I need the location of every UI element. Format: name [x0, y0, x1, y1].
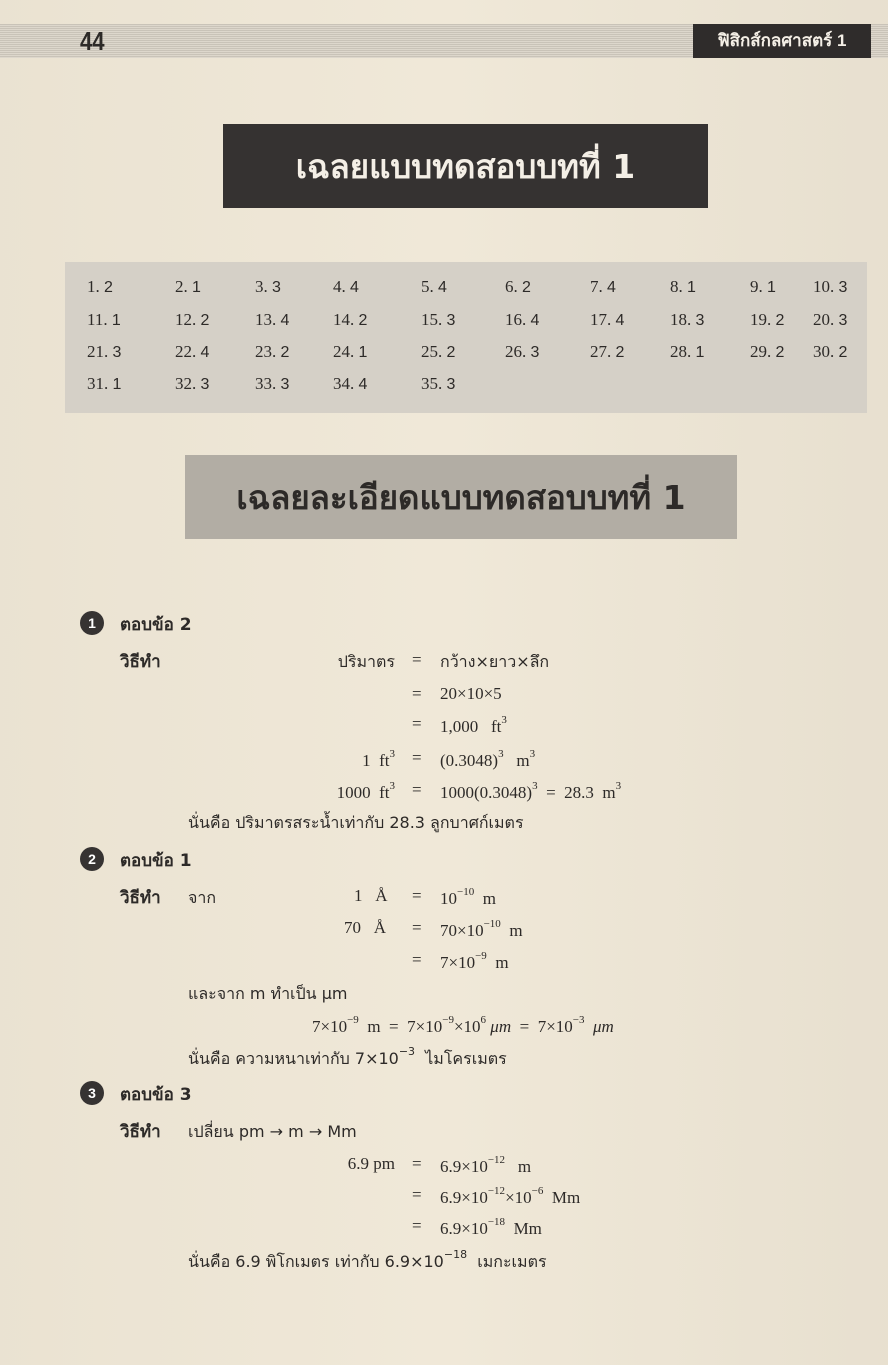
method-label: วิธีทำ	[120, 888, 161, 908]
answer-item	[813, 342, 847, 362]
question-number: 27.	[590, 342, 612, 361]
answer-item	[670, 310, 704, 330]
answer-choice: 2	[280, 344, 290, 361]
answer-choice: 1	[695, 344, 705, 361]
answer-choice: 4	[200, 344, 210, 361]
equals-sign: =	[412, 684, 422, 703]
conclusion-text: นั่นคือ ความหนาเท่ากับ $7\times 10^{-3}$ ไมโครเมตร	[188, 1045, 507, 1068]
answer-choice: 2	[522, 279, 531, 296]
answer-item	[255, 277, 281, 297]
question-number: 35.	[421, 374, 443, 393]
answer-item	[670, 277, 696, 297]
solutions-title-text: เฉลยละเอียดแบบทดสอบบทที่ 1	[236, 477, 686, 517]
question-number: 10.	[813, 277, 835, 296]
answer-label: ตอบข้อ 2	[120, 615, 192, 635]
method-label: วิธีทำ	[120, 1122, 161, 1142]
answer-choice: 1	[112, 376, 122, 393]
answer-item	[750, 342, 784, 362]
question-number: 3.	[255, 277, 268, 296]
equation-rhs: $(0.3048)^3$ $m^3$	[440, 748, 536, 770]
answer-key-title	[223, 124, 708, 208]
answer-choice: 4	[438, 279, 447, 296]
answer-choice: 3	[695, 312, 705, 329]
answer-item	[175, 310, 209, 330]
answer-item	[421, 342, 455, 362]
question-number: 33.	[255, 374, 277, 393]
equals-sign: =	[412, 1216, 422, 1235]
answer-choice: 2	[775, 312, 785, 329]
answer-choice: 3	[446, 312, 456, 329]
answer-label: ตอบข้อ 1	[120, 851, 192, 871]
question-number: 23.	[255, 342, 277, 361]
answer-key-grid	[65, 262, 867, 413]
question-number: 5.	[421, 277, 434, 296]
conclusion-text: นั่นคือ ปริมาตรสระน้ำเท่ากับ 28.3 ลูกบาศก์เมตร	[188, 813, 524, 832]
question-number-badge: 1	[80, 611, 104, 635]
question-number: 34.	[333, 374, 355, 393]
answer-item	[750, 277, 776, 297]
equation-rhs: กว้าง×ยาว×ลึก	[440, 652, 550, 671]
answer-item	[333, 310, 367, 330]
answer-choice: 3	[838, 312, 848, 329]
intro-text: จาก	[188, 888, 217, 907]
answer-choice: 2	[615, 344, 625, 361]
question-number: 28.	[670, 342, 692, 361]
question-number: 25.	[421, 342, 443, 361]
answer-key-title-text: เฉลยแบบทดสอบบทที่ 1	[295, 146, 636, 186]
answer-item	[421, 310, 455, 330]
equation-lhs: 1 $ft^3$	[362, 748, 395, 770]
question-number: 8.	[670, 277, 683, 296]
answer-item	[333, 342, 367, 362]
question-number: 16.	[505, 310, 527, 329]
book-title: ฟิสิกส์กลศาสตร์ 1	[693, 24, 871, 58]
answer-item	[255, 310, 289, 330]
answer-item	[670, 342, 704, 362]
answer-item	[750, 310, 784, 330]
equation-rhs: $1000(0.3048)^3 = 28.3$ $m^3$	[440, 780, 622, 802]
answer-item	[87, 342, 121, 362]
question-number: 11.	[87, 310, 108, 329]
equals-sign: =	[412, 1154, 422, 1173]
equals-sign: =	[412, 714, 422, 733]
answer-choice: 2	[775, 344, 785, 361]
question-number: 7.	[590, 277, 603, 296]
question-number: 26.	[505, 342, 527, 361]
answer-item	[175, 277, 201, 297]
answer-choice: 3	[838, 279, 848, 296]
answer-choice: 1	[358, 344, 368, 361]
answer-choice: 4	[615, 312, 625, 329]
equation-line: $7\times 10^{-9}$ $m = 7\times 10^{-9}\times 10^6$ $\mu m = 7\times 10^{-3}$ μm	[312, 1014, 614, 1036]
answer-choice: 3	[112, 344, 122, 361]
answer-item	[255, 342, 289, 362]
answer-choice: 4	[607, 279, 616, 296]
question-number: 1.	[87, 277, 100, 296]
answer-choice: 4	[530, 312, 540, 329]
answer-item	[87, 374, 121, 394]
question-number: 6.	[505, 277, 518, 296]
equals-sign: =	[412, 886, 422, 905]
page-number: 44	[80, 26, 105, 56]
equation-rhs: $70\times 10^{-10}$ m	[440, 918, 523, 940]
equation-rhs: 20×10×5	[440, 684, 502, 703]
question-number: 30.	[813, 342, 835, 361]
question-number: 29.	[750, 342, 772, 361]
answer-choice: 1	[192, 279, 201, 296]
question-number: 31.	[87, 374, 109, 393]
equation-rhs: $10^{-10}$ m	[440, 886, 496, 908]
answer-choice: 1	[767, 279, 776, 296]
answer-item	[505, 310, 539, 330]
question-number-badge: 2	[80, 847, 104, 871]
method-label: วิธีทำ	[120, 652, 161, 672]
equals-sign: =	[412, 780, 422, 799]
equation-rhs: 1,000 $ft^3$	[440, 714, 507, 736]
answer-item	[590, 277, 616, 297]
question-number: 4.	[333, 277, 346, 296]
intro-text: เปลี่ยน pm → m → Mm	[188, 1122, 357, 1141]
answer-choice: 4	[350, 279, 359, 296]
answer-item	[590, 310, 624, 330]
question-number: 18.	[670, 310, 692, 329]
answer-choice: 4	[358, 376, 368, 393]
solutions-title	[185, 455, 737, 539]
answer-choice: 3	[530, 344, 540, 361]
answer-choice: 2	[358, 312, 368, 329]
question-number: 32.	[175, 374, 197, 393]
answer-item	[175, 374, 209, 394]
equation-rhs: $6.9\times 10^{-12}\times 10^{-6}$ Mm	[440, 1185, 581, 1207]
question-number: 15.	[421, 310, 443, 329]
equation-lhs: 6.9 pm	[347, 1154, 395, 1173]
answer-item	[87, 277, 113, 297]
answer-choice: 3	[272, 279, 281, 296]
answer-item	[590, 342, 624, 362]
answer-choice: 2	[446, 344, 456, 361]
equals-sign: =	[412, 918, 422, 937]
equals-sign: =	[412, 748, 422, 767]
question-number-badge: 3	[80, 1081, 104, 1105]
question-number: 14.	[333, 310, 355, 329]
equals-sign: =	[412, 1185, 422, 1204]
question-number: 9.	[750, 277, 763, 296]
question-number: 20.	[813, 310, 835, 329]
equation-lhs: ปริมาตร	[337, 652, 395, 671]
question-number: 13.	[255, 310, 277, 329]
answer-choice: 3	[200, 376, 210, 393]
equation-rhs: $6.9\times 10^{-18}$ Mm	[440, 1216, 542, 1238]
answer-item	[813, 277, 847, 297]
answer-item	[333, 277, 359, 297]
step-text: และจาก m ทำเป็น μm	[188, 984, 348, 1003]
answer-label: ตอบข้อ 3	[120, 1085, 192, 1105]
answer-item	[333, 374, 367, 394]
equals-sign: =	[412, 650, 422, 669]
conclusion-text: นั่นคือ 6.9 พิโกเมตร เท่ากับ $6.9\times 10^{-18}$ เมกะเมตร	[188, 1248, 547, 1271]
question-number: 22.	[175, 342, 197, 361]
answer-item	[421, 374, 455, 394]
answer-choice: 2	[104, 279, 113, 296]
answer-item	[87, 310, 121, 330]
answer-item	[813, 310, 847, 330]
answer-item	[505, 342, 539, 362]
answer-choice: 1	[111, 312, 121, 329]
answer-item	[175, 342, 209, 362]
equation-lhs: 70 Å	[344, 918, 387, 937]
question-number: 2.	[175, 277, 188, 296]
answer-choice: 2	[838, 344, 848, 361]
question-number: 24.	[333, 342, 355, 361]
answer-item	[255, 374, 289, 394]
equation-rhs: $6.9\times 10^{-12}$ m	[440, 1154, 532, 1176]
question-number: 21.	[87, 342, 109, 361]
question-number: 17.	[590, 310, 612, 329]
answer-choice: 3	[446, 376, 456, 393]
equation-lhs: 1 Å	[354, 886, 388, 905]
answer-item	[421, 277, 447, 297]
answer-item	[505, 277, 531, 297]
question-number: 19.	[750, 310, 772, 329]
equation-lhs: 1000 $ft^3$	[336, 780, 395, 802]
equals-sign: =	[412, 950, 422, 969]
answer-choice: 1	[687, 279, 696, 296]
answer-choice: 4	[280, 312, 290, 329]
answer-choice: 3	[280, 376, 290, 393]
question-number: 12.	[175, 310, 197, 329]
answer-choice: 2	[200, 312, 210, 329]
equation-rhs: $7\times 10^{-9}$ m	[440, 950, 509, 972]
